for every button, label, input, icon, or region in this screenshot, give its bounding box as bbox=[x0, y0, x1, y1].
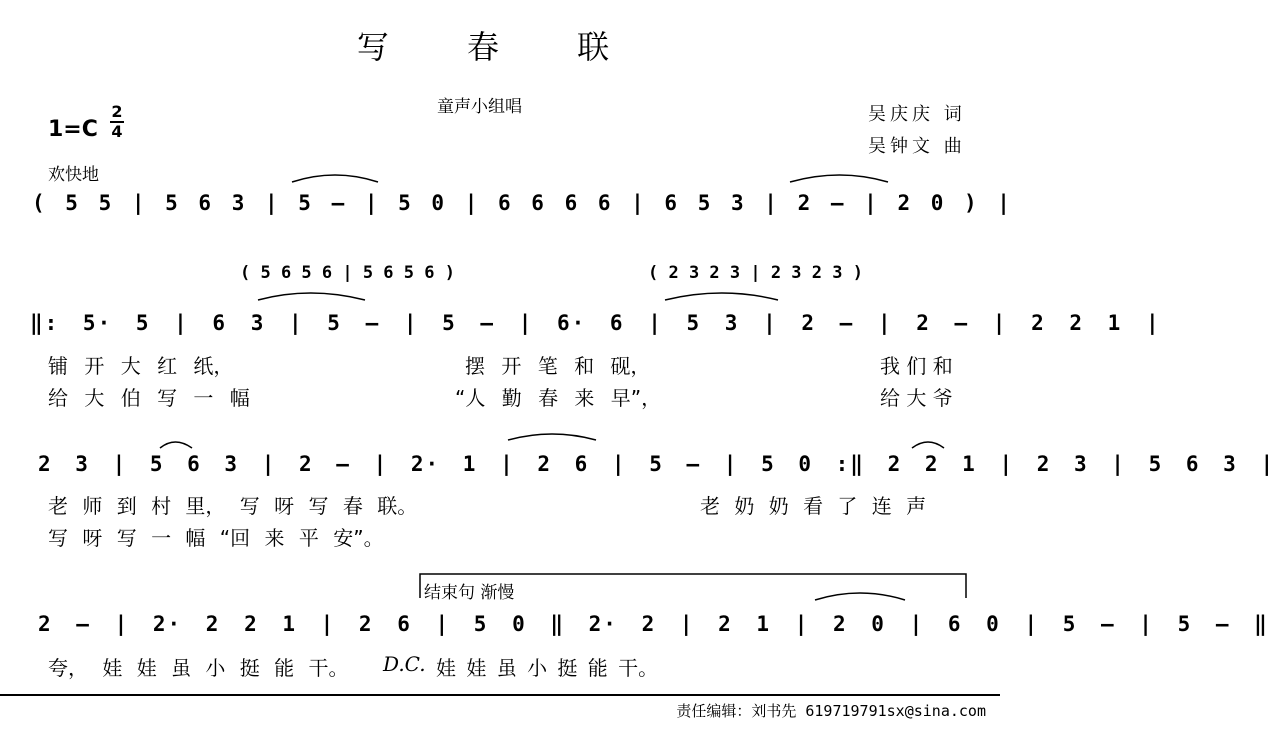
tie-mark bbox=[790, 175, 888, 182]
verse2-lyric-b: “人 勤 春 来 早”， bbox=[455, 386, 662, 410]
verse1-lyric-c: 我 们 和 bbox=[880, 354, 953, 378]
ending-lyric-a: 夸， 娃 娃 虽 小 挺 能 干。 bbox=[48, 656, 349, 680]
verse2-lyric-c: 给 大 爷 bbox=[880, 386, 953, 410]
intro-notation: ( 5 5 | 5 6 3 | 5 – | 5 0 | 6 6 6 6 | 6 5 3 | 2 – | 2 0 ) | bbox=[32, 191, 1012, 215]
verse-notation-2: 2 3 | 5 6 3 | 2 – | 2· 1 | 2 6 | 5 – | 5 0 :‖ 2 2 1 | 2 3 | 5 6 3 | bbox=[38, 452, 1275, 476]
verse1-lyric-b: 摆 开 笔 和 砚， bbox=[465, 354, 651, 378]
accompaniment-1: ( 5 6 5 6 | 5 6 5 6 ) bbox=[240, 263, 455, 283]
da-capo-mark: D.C. bbox=[383, 652, 426, 676]
accompaniment-2: ( 2 3 2 3 | 2 3 2 3 ) bbox=[648, 263, 863, 283]
ending-label: 结束句 渐慢 bbox=[424, 583, 515, 603]
verse-notation-1: ‖: 5· 5 | 6 3 | 5 – | 5 – | 6· 6 | 5 3 | 2 – | 2 – | 2 2 1 | bbox=[30, 311, 1161, 335]
line2-lyric-c: 写 呀 写 一 幅 “回 来 平 安”。 bbox=[48, 526, 384, 550]
meter-bottom: 4 bbox=[111, 122, 123, 141]
ending-notation: 2 – | 2· 2 2 1 | 2 6 | 5 0 ‖ 2· 2 | 2 1 | 2 0 | 6 0 | 5 – | 5 – ‖ bbox=[38, 612, 1269, 636]
slur-mark bbox=[508, 434, 596, 440]
footer-divider bbox=[0, 694, 1000, 696]
tie-mark bbox=[292, 175, 378, 182]
tempo-marking: 欢快地 bbox=[48, 165, 99, 185]
verse2-lyric-a: 给 大 伯 写 一 幅 bbox=[48, 386, 250, 410]
slur-mark bbox=[160, 442, 192, 448]
editor-credit: 责任编辑：刘书先 619719791sx@sina.com bbox=[676, 702, 986, 720]
meter-top: 2 bbox=[111, 102, 123, 121]
verse1-lyric-a: 铺 开 大 红 纸， bbox=[48, 354, 234, 378]
key-signature: 1=C bbox=[48, 117, 98, 142]
tie-mark bbox=[258, 293, 365, 300]
slur-mark bbox=[912, 442, 944, 448]
tie-mark bbox=[665, 293, 778, 300]
performance-note: 童声小组唱 bbox=[437, 97, 522, 117]
song-title: 写 春 联 bbox=[356, 28, 644, 66]
ending-lyric-b: 娃 娃 虽 小 挺 能 干。 bbox=[436, 656, 659, 680]
line2-lyric-b: 老 奶 奶 看 了 连 声 bbox=[700, 494, 927, 518]
line2-lyric-a: 老 师 到 村 里， 写 呀 写 春 联。 bbox=[48, 494, 418, 518]
tie-mark bbox=[815, 593, 905, 600]
composer-credit: 吴钟文 曲 bbox=[868, 136, 966, 157]
lyricist-credit: 吴庆庆 词 bbox=[868, 104, 966, 125]
